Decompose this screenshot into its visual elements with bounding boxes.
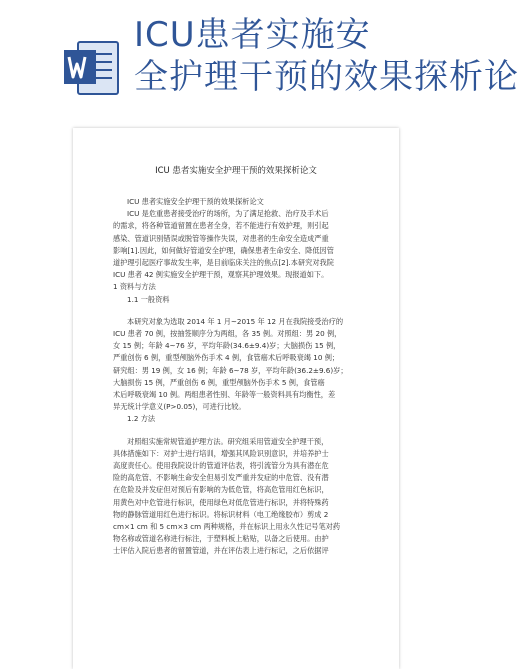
- document-line: 术后呼吸衰竭 10 例。两组患者性别、年龄等一般资料具有均衡性，差: [113, 390, 336, 400]
- document-line: 大脑损伤 15 例，严重创伤 6 例，重型颅脑外伤手术 5 例，食管癌: [113, 377, 325, 387]
- banner-title: [134, 14, 519, 98]
- banner: [0, 0, 519, 110]
- document-line: 险的高危管、不影响生命安全但易引发严重并发症的中危管、没有潜: [113, 473, 329, 483]
- document-line: 女 15 例；年龄 4~76 岁，平均年龄(34.6±9.4)岁；大脑损伤 15 例，: [113, 341, 341, 351]
- banner-title-line1: ICU患者实施安: [134, 15, 371, 55]
- document-line: 影响[1].因此，如何做好管道安全护理，确保患者生命安全、降低因管: [113, 245, 334, 255]
- document-line: 道护理引起医疗事故发生率，是目前临床关注的焦点[2].本研究对我院: [113, 258, 334, 268]
- document-page: [73, 128, 399, 669]
- document-title: ICU 患者实施安全护理干预的效果探析论文: [155, 166, 317, 176]
- document-line: 1 资料与方法: [113, 282, 156, 292]
- banner-title-line2: 全护理干预的效果探析论: [134, 57, 519, 97]
- document-line: ICU 是危重患者接受治疗的场所，为了满足抢救、治疗及手术后: [127, 209, 329, 219]
- document-line: 本研究对象为选取 2014 年 1 月~2015 年 12 月在我院接受治疗的: [127, 316, 344, 326]
- document-line: cm×1 cm 和 5 cm×3 cm 两种规格，并在标识上用永久性记号笔对药: [113, 522, 341, 532]
- document-line: 物的静脉管道用红色进行标识。将标识材料（电工绝缘胶布）剪成 2: [113, 509, 329, 519]
- document-line: 用黄色对中危管进行标识，使用绿色对低危管进行标识，并将特殊药: [113, 497, 329, 507]
- document-line: 研究组：男 19 例，女 16 例；年龄 6~78 岁，平均年龄(36.2±9.6)岁；: [113, 365, 348, 375]
- document-line: 对照组实施常规管道护理方法。研究组采用管道安全护理干预，: [127, 436, 329, 446]
- document-line: 严重创伤 6 例，重型颅脑外伤手术 4 例，食管癌术后呼吸衰竭 10 例；: [113, 353, 340, 363]
- document-line: 1.2 方法: [127, 414, 156, 424]
- document-line: 感染、管道识别错误或脱管等操作失误，对患者的生命安全造成严重: [113, 233, 329, 243]
- document-line: 的需求，将各种管道留置在患者全身，若不能进行有效护理，则引起: [113, 221, 329, 231]
- document-line: [113, 306, 369, 316]
- word-document-icon: [62, 38, 122, 98]
- document-line: 异无统计学意义(P>0.05)，可进行比较。: [113, 402, 246, 412]
- document-line: 士评估入院后患者的留置管道，并在评估表上进行标记，之后依据评: [113, 546, 329, 556]
- document-line: [113, 426, 369, 436]
- document-body: [113, 186, 369, 558]
- document-line: 具体措施如下：对护士进行培训，增强其风险识别意识，并培养护士: [113, 448, 329, 458]
- document-line: ICU 患者 42 例实施安全护理干预，观察其护理效果。现报道如下。: [113, 270, 329, 280]
- document-line: ICU 患者实施安全护理干预的效果探析论文: [127, 197, 264, 206]
- document-line: 物名称或管道名称进行标注，于塑料板上粘贴，以备之后使用。由护: [113, 534, 329, 544]
- document-line: 在危险及并发症但对预后有影响的为低危管，将高危管用红色标识，: [113, 485, 329, 495]
- document-line: [113, 186, 369, 196]
- document-line: 高度责任心。使用我院设计的管道评估表，将引流管分为具有潜在危: [113, 461, 329, 471]
- document-line: ICU 患者 70 例，按抽签顺序分为两组，各 35 例。对照组：男 20 例，: [113, 329, 342, 339]
- document-line: 1.1 一般资料: [127, 294, 170, 304]
